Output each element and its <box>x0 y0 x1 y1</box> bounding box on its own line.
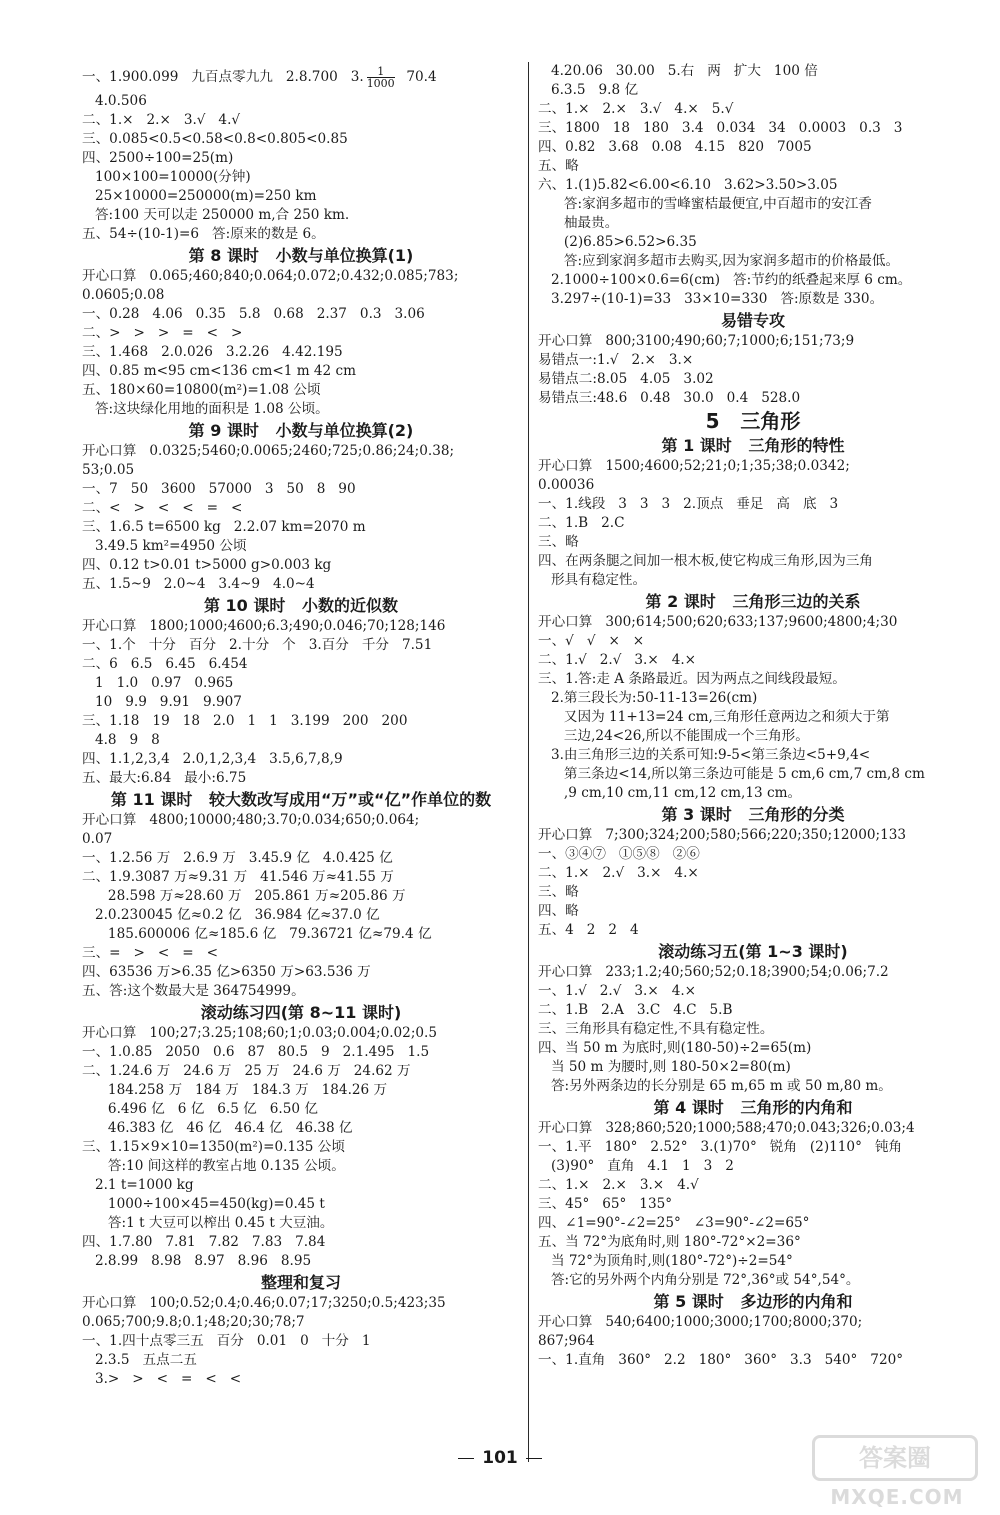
answer-line <box>538 457 968 476</box>
answer-text: 三、1800 18 180 3.4 0.034 34 0.0003 0.3 3 <box>538 120 903 136</box>
answer-text: 25×10000=250000(m)=250 km <box>82 188 317 204</box>
answer-text: 三、三角形具有稳定性,不具有稳定性。 <box>538 1021 774 1037</box>
answer-text: 开心口算 800;3100;490;60;7;1000;6;151;73;9 <box>538 333 855 349</box>
answer-line <box>82 1062 520 1081</box>
answer-line <box>82 944 520 963</box>
answer-line <box>538 1233 968 1252</box>
answer-text: 28.598 万≈28.60 万 205.861 万≈205.86 万 <box>82 888 406 904</box>
section-heading: 易错专攻 <box>720 311 785 330</box>
answer-line <box>82 225 520 244</box>
answer-text: 0.065;700;9.8;0.1;48;20;30;78;7 <box>82 1314 305 1330</box>
answer-line <box>538 963 968 982</box>
answer-line <box>82 1157 520 1176</box>
answer-text: 0.07 <box>82 831 113 847</box>
answer-line <box>82 575 520 594</box>
answer-line <box>82 381 520 400</box>
answer-text: 一、③④⑦ ①⑤⑧ ②⑥ <box>538 846 700 862</box>
answer-line <box>82 887 520 906</box>
answer-text: 五、答:这个数最大是 364754999。 <box>82 983 305 999</box>
answer-line <box>82 400 520 419</box>
answer-text: 一、1.0.85 2050 0.6 87 80.5 9 2.1.495 1.5 <box>82 1044 430 1060</box>
answer-line <box>538 233 968 252</box>
section-heading: 第 9 课时 小数与单位换算(2) <box>188 421 414 440</box>
answer-text: 867;964 <box>538 1333 595 1349</box>
section-heading: 滚动练习五(第 1~3 课时) <box>658 942 848 961</box>
answer-text: 一、1.线段 3 3 3 2.顶点 垂足 高 底 3 <box>538 496 839 512</box>
answer-text: 一、1.2.56 万 2.6.9 万 3.45.9 亿 4.0.425 亿 <box>82 850 393 866</box>
answer-text: 三、0.085<0.5<0.58<0.8<0.805<0.85 <box>82 131 348 147</box>
answer-text: 开心口算 328;860;520;1000;588;470;0.043;326;0.03;4 <box>538 1120 915 1136</box>
answer-line <box>538 1214 968 1233</box>
answer-line <box>82 130 520 149</box>
answer-text: 答:它的另外两个内角分别是 72°,36°或 54°,54°。 <box>538 1272 860 1288</box>
answer-text: 四、0.85 m<95 cm<136 cm<1 m 42 cm <box>82 363 357 379</box>
answer-line <box>538 1176 968 1195</box>
answer-line <box>538 100 968 119</box>
section-heading: 第 2 课时 三角形三边的关系 <box>645 592 861 611</box>
answer-text: 形具有稳定性。 <box>538 572 647 588</box>
fraction-numerator: 1 <box>367 66 395 78</box>
answer-line <box>538 1195 968 1214</box>
answer-line <box>82 849 520 868</box>
answer-text: 二、1.× 2.√ 3.× 4.× <box>538 865 699 881</box>
answer-text: 易错点三:48.6 0.48 30.0 0.4 528.0 <box>538 390 801 406</box>
answer-text: 二、1.24.6 万 24.6 万 25 万 24.6 万 24.62 万 <box>82 1063 411 1079</box>
answer-line <box>538 1332 968 1351</box>
answer-line <box>82 712 520 731</box>
answer-text: 2.3.5 五点二五 <box>82 1352 197 1368</box>
answer-line <box>538 195 968 214</box>
answer-line <box>538 1058 968 1077</box>
answer-line <box>82 461 520 480</box>
answer-text: 0.00036 <box>538 477 595 493</box>
answer-line <box>82 149 520 168</box>
answer-text: 一、1.平 180° 2.52° 3.(1)70° 锐角 (2)110° 钝角 <box>538 1139 903 1155</box>
answer-text: 五、4 2 2 4 <box>538 922 639 938</box>
answer-line <box>538 62 968 81</box>
answer-line <box>538 514 968 533</box>
answer-line <box>538 1039 968 1058</box>
answer-text: 五、180×60=10800(m²)=1.08 公顷 <box>82 382 321 398</box>
answer-text: 100×100=10000(分钟) <box>82 169 251 185</box>
answer-line <box>82 1176 520 1195</box>
answer-text: 2.0.230045 亿≈0.2 亿 36.984 亿≈37.0 亿 <box>82 907 380 923</box>
answer-line <box>538 651 968 670</box>
answer-line <box>82 769 520 788</box>
answer-line <box>82 963 520 982</box>
answer-text: 3.297÷(10-1)=33 33×10=330 答:原数是 330。 <box>538 291 884 307</box>
answer-line <box>538 476 968 495</box>
answer-line <box>538 632 968 651</box>
answer-line <box>82 286 520 305</box>
answer-text: 五、最大:6.84 最小:6.75 <box>82 770 247 786</box>
answer-text: 易错点一:1.√ 2.× 3.× <box>538 352 694 368</box>
answer-line <box>82 187 520 206</box>
answer-text: 开心口算 300;614;500;620;633;137;9600;4800;4;30 <box>538 614 898 630</box>
answer-line <box>538 982 968 1001</box>
answer-text: ,9 cm,10 cm,11 cm,12 cm,13 cm。 <box>538 785 802 801</box>
answer-text: 三、略 <box>538 534 579 550</box>
answer-text: 10 9.9 9.91 9.907 <box>82 694 242 710</box>
answer-line <box>82 1252 520 1271</box>
answer-text: 46.383 亿 46 亿 46.4 亿 46.38 亿 <box>82 1120 353 1136</box>
answer-text: 二、1.9.3087 万≈9.31 万 41.546 万≈41.55 万 <box>82 869 394 885</box>
answer-line <box>538 1252 968 1271</box>
answer-text: 1 1.0 0.97 0.965 <box>82 675 234 691</box>
answer-line <box>538 902 968 921</box>
answer-line <box>82 811 520 830</box>
answer-text: 二、1.× 2.× 3.√ 4.√ <box>82 112 241 128</box>
answer-text: 易错点二:8.05 4.05 3.02 <box>538 371 714 387</box>
answer-line <box>82 674 520 693</box>
answer-line <box>538 176 968 195</box>
answer-text: 开心口算 233;1.2;40;560;52;0.18;3900;54;0.06;7.2 <box>538 964 889 980</box>
answer-text: 2.第三段长为:50-11-13=26(cm) <box>538 690 758 706</box>
answer-line <box>82 830 520 849</box>
answer-text: 3.49.5 km²=4950 公顷 <box>82 538 247 554</box>
answer-line <box>82 1081 520 1100</box>
answer-text: 五、54÷(10-1)=6 答:原来的数是 6。 <box>82 226 325 242</box>
answer-line <box>82 343 520 362</box>
answer-line <box>82 556 520 575</box>
answer-line <box>82 111 520 130</box>
answer-line <box>538 214 968 233</box>
dash-right <box>526 1458 542 1459</box>
answer-text: 53;0.05 <box>82 462 135 478</box>
answer-line <box>538 119 968 138</box>
answer-line <box>82 1024 520 1043</box>
answer-line <box>538 826 968 845</box>
answer-line <box>82 362 520 381</box>
answer-line <box>538 1020 968 1039</box>
answer-line <box>82 1100 520 1119</box>
answer-line <box>82 693 520 712</box>
answer-line <box>538 845 968 864</box>
section-heading: 第 8 课时 小数与单位换算(1) <box>188 246 414 265</box>
answer-line <box>538 552 968 571</box>
answer-line <box>538 921 968 940</box>
answer-line <box>82 982 520 1001</box>
answer-line <box>82 324 520 343</box>
answer-text: 开心口算 1800;1000;4600;6.3;490;0.046;70;128;146 <box>82 618 446 634</box>
answer-line <box>82 1233 520 1252</box>
answer-text: 三、略 <box>538 884 579 900</box>
answer-line <box>82 1214 520 1233</box>
answer-line <box>538 689 968 708</box>
answer-line <box>538 571 968 590</box>
answer-text: 二、< > < < = < <box>82 500 243 516</box>
answer-text: 一、1.900.099 九百点零九九 2.8.700 3. <box>82 69 364 85</box>
section-heading: 滚动练习四(第 8~11 课时) <box>200 1003 402 1022</box>
answer-text: 2.8.99 8.98 8.97 8.96 8.95 <box>82 1253 312 1269</box>
answer-line <box>538 727 968 746</box>
answer-text-tail: 70.4 <box>397 69 437 85</box>
section-heading: 整理和复习 <box>260 1273 341 1292</box>
answer-text: 一、0.28 4.06 0.35 5.8 0.68 2.37 0.3 3.06 <box>82 306 425 322</box>
answer-text: 二、> > > = < > <box>82 325 243 341</box>
answer-line <box>82 1119 520 1138</box>
answer-text: 一、1.√ 2.√ 3.× 4.× <box>538 983 697 999</box>
answer-text: 6.496 亿 6 亿 6.5 亿 6.50 亿 <box>82 1101 318 1117</box>
answer-line <box>82 92 520 111</box>
answer-line <box>82 442 520 461</box>
page-number-text: 101 <box>482 1448 518 1468</box>
answer-text: 六、1.(1)5.82<6.00<6.10 3.62>3.50>3.05 <box>538 177 838 193</box>
answer-line <box>82 62 520 92</box>
answer-line <box>538 1077 968 1096</box>
answer-line <box>82 868 520 887</box>
answer-line <box>82 480 520 499</box>
answer-line <box>82 1332 520 1351</box>
answer-line <box>538 1271 968 1290</box>
answer-text: 五、当 72°为底角时,则 180°-72°×2=36° <box>538 1234 801 1250</box>
answer-text: 答:100 天可以走 250000 m,合 250 km. <box>82 207 350 223</box>
answer-text: (3)90° 直角 4.1 1 3 2 <box>538 1158 734 1174</box>
fraction <box>367 66 395 89</box>
answer-line <box>538 746 968 765</box>
answer-text: 四、1.1,2,3,4 2.0,1,2,3,4 3.5,6,7,8,9 <box>82 751 343 767</box>
answer-line <box>82 537 520 556</box>
answer-line <box>538 81 968 100</box>
answer-text: 185.600006 亿≈185.6 亿 79.36721 亿≈79.4 亿 <box>82 926 432 942</box>
answer-line <box>82 1313 520 1332</box>
answer-text: 184.258 万 184 万 184.3 万 184.26 万 <box>82 1082 388 1098</box>
answer-text: 一、1.四十点零三五 百分 0.01 0 十分 1 <box>82 1333 371 1349</box>
watermark-url: MXQE.COM <box>830 1485 964 1509</box>
answer-text: 二、6 6.5 6.45 6.454 <box>82 656 248 672</box>
answer-text: 答:应到家润多超市去购买,因为家润多超市的价格最低。 <box>538 253 900 269</box>
answer-line <box>538 1138 968 1157</box>
answer-line <box>82 617 520 636</box>
answer-line <box>538 670 968 689</box>
answer-text: 四、0.82 3.68 0.08 4.15 820 7005 <box>538 139 812 155</box>
answer-text: 四、略 <box>538 903 579 919</box>
answer-line <box>82 1370 520 1389</box>
answer-line <box>82 1138 520 1157</box>
answer-line <box>538 370 968 389</box>
answer-text: 2.1000÷100×0.6=6(cm) 答:节约的纸叠起来厚 6 cm。 <box>538 272 912 288</box>
answer-text: 三、45° 65° 135° <box>538 1196 673 1212</box>
answer-text: 3.> > < = < < <box>82 1371 242 1387</box>
answer-text: 一、√ √ × × <box>538 633 645 649</box>
answer-text: 答:这块绿化用地的面积是 1.08 公顷。 <box>82 401 329 417</box>
answer-line <box>538 1157 968 1176</box>
answer-line <box>538 883 968 902</box>
answer-text: 答:另外两条边的长分别是 65 m,65 m 或 50 m,80 m。 <box>538 1078 892 1094</box>
answer-text: 四、2500÷100=25(m) <box>82 150 234 166</box>
answer-text: 4.8 9 8 <box>82 732 160 748</box>
site-watermark <box>812 1435 982 1509</box>
answer-line <box>82 655 520 674</box>
answer-text: 开心口算 0.0325;5460;0.0065;2460;725;0.86;24;0.38; <box>82 443 455 459</box>
answer-text: 开心口算 7;300;324;200;580;566;220;350;12000;133 <box>538 827 907 843</box>
answer-line <box>82 1294 520 1313</box>
answer-line <box>538 864 968 883</box>
answer-text: 四、当 50 m 为底时,则(180-50)÷2=65(m) <box>538 1040 812 1056</box>
answer-line <box>538 332 968 351</box>
answer-line <box>538 784 968 803</box>
answer-line <box>82 168 520 187</box>
answer-line <box>82 1043 520 1062</box>
answer-text: 开心口算 4800;10000;480;3.70;0.034;650;0.064; <box>82 812 420 828</box>
answer-text: 3.由三角形三边的关系可知:9-5<第三条边<5+9,4< <box>538 747 871 763</box>
section-heading: 第 10 课时 小数的近似数 <box>203 596 399 615</box>
dash-left <box>458 1458 474 1459</box>
column-divider <box>528 62 529 1462</box>
answer-text: 2.1 t=1000 kg <box>82 1177 194 1193</box>
answer-text: 开心口算 540;6400;1000;3000;1700;8000;370; <box>538 1314 863 1330</box>
answer-line <box>82 518 520 537</box>
answer-text: 答:家润多超市的雪峰蜜桔最便宜,中百超市的安江香 <box>538 196 872 212</box>
chapter-title: 5 三角形 <box>705 409 801 433</box>
answer-line <box>82 731 520 750</box>
answer-line <box>82 636 520 655</box>
answer-line <box>538 1001 968 1020</box>
answer-text: 4.0.506 <box>82 93 147 109</box>
answer-line <box>82 305 520 324</box>
answer-text: 二、1.× 2.× 3.√ 4.× 5.√ <box>538 101 734 117</box>
answer-text: 四、在两条腿之间加一根木板,使它构成三角形,因为三角 <box>538 553 873 569</box>
answer-text: 1000÷100×45=450(kg)=0.45 t <box>82 1196 325 1212</box>
right-column <box>538 62 968 1370</box>
answer-text: 6.3.5 9.8 亿 <box>538 82 639 98</box>
answer-line <box>538 765 968 784</box>
answer-line <box>82 267 520 286</box>
answer-text: 四、1.7.80 7.81 7.82 7.83 7.84 <box>82 1234 326 1250</box>
answer-text: 三、1.15×9×10=1350(m²)=0.135 公顷 <box>82 1139 345 1155</box>
answer-line <box>82 206 520 225</box>
answer-text: 开心口算 1500;4600;52;21;0;1;35;38;0.0342; <box>538 458 850 474</box>
fraction-denominator: 1000 <box>366 77 395 90</box>
section-heading: 第 1 课时 三角形的特性 <box>661 436 845 455</box>
watermark-logo: 答案圈 <box>812 1435 978 1481</box>
answer-text: 当 50 m 为腰时,则 180-50×2=80(m) <box>538 1059 791 1075</box>
answer-text: 五、1.5~9 2.0~4 3.4~9 4.0~4 <box>82 576 315 592</box>
answer-line <box>538 533 968 552</box>
answer-line <box>82 925 520 944</box>
answer-line <box>82 499 520 518</box>
answer-text: 二、1.√ 2.√ 3.× 4.× <box>538 652 697 668</box>
answer-line <box>538 157 968 176</box>
answer-text: 二、1.B 2.A 3.C 4.C 5.B <box>538 1002 733 1018</box>
answer-line <box>82 1195 520 1214</box>
answer-text: 三边,24<26,所以不能围成一个三角形。 <box>538 728 809 744</box>
answer-text: 三、1.答:走 A 条路最近。因为两点之间线段最短。 <box>538 671 846 687</box>
answer-text: 当 72°为顶角时,则(180°-72°)÷2=54° <box>538 1253 793 1269</box>
answer-text: 一、1.直角 360° 2.2 180° 360° 3.3 540° 720° <box>538 1352 904 1368</box>
answer-text: (2)6.85>6.52>6.35 <box>538 234 697 250</box>
answer-line <box>538 613 968 632</box>
answer-line <box>538 1351 968 1370</box>
answer-line <box>538 271 968 290</box>
answer-text: 五、略 <box>538 158 579 174</box>
answer-text: 答:1 t 大豆可以榨出 0.45 t 大豆油。 <box>82 1215 334 1231</box>
answer-line <box>82 906 520 925</box>
section-heading: 第 5 课时 多边形的内角和 <box>653 1292 853 1311</box>
answer-line <box>538 290 968 309</box>
answer-line <box>538 1313 968 1332</box>
answer-text: 三、1.6.5 t=6500 kg 2.2.07 km=2070 m <box>82 519 366 535</box>
answer-text: 三、1.468 2.0.026 3.2.26 4.42.195 <box>82 344 343 360</box>
answer-text: 开心口算 0.065;460;840;0.064;0.072;0.432;0.085;783; <box>82 268 459 284</box>
answer-line <box>538 138 968 157</box>
answer-text: 答:10 间这样的教室占地 0.135 公顷。 <box>82 1158 345 1174</box>
answer-line <box>538 1119 968 1138</box>
section-heading: 第 3 课时 三角形的分类 <box>661 805 845 824</box>
answer-text: 一、1.个 十分 百分 2.十分 个 3.百分 千分 7.51 <box>82 637 433 653</box>
answer-text: 二、1.× 2.× 3.× 4.√ <box>538 1177 699 1193</box>
answer-text: 开心口算 100;27;3.25;108;60;1;0.03;0.004;0.02;0.5 <box>82 1025 438 1041</box>
section-heading: 第 4 课时 三角形的内角和 <box>653 1098 853 1117</box>
left-column <box>82 62 520 1389</box>
answer-text: 四、0.12 t>0.01 t>5000 g>0.003 kg <box>82 557 332 573</box>
answer-line <box>538 351 968 370</box>
answer-line <box>538 252 968 271</box>
answer-text: 又因为 11+13=24 cm,三角形任意两边之和须大于第 <box>538 709 890 725</box>
answer-text: 开心口算 100;0.52;0.4;0.46;0.07;17;3250;0.5;423;35 <box>82 1295 446 1311</box>
answer-text: 四、63536 万>6.35 亿>6350 万>63.536 万 <box>82 964 371 980</box>
answer-text: 0.0605;0.08 <box>82 287 165 303</box>
answer-line <box>82 1351 520 1370</box>
answer-line <box>538 708 968 727</box>
answer-line <box>82 750 520 769</box>
answer-text: 4.20.06 30.00 5.右 两 扩大 100 倍 <box>538 63 818 79</box>
answer-text: 柚最贵。 <box>538 215 619 231</box>
answer-text: 二、1.B 2.C <box>538 515 625 531</box>
answer-text: 三、1.18 19 18 2.0 1 1 3.199 200 200 <box>82 713 408 729</box>
answer-text: 第三条边<14,所以第三条边可能是 5 cm,6 cm,7 cm,8 cm <box>538 766 925 782</box>
answer-line <box>538 495 968 514</box>
answer-line <box>538 389 968 408</box>
answer-text: 四、∠1=90°-∠2=25° ∠3=90°-∠2=65° <box>538 1215 810 1231</box>
answer-text: 三、= > < = < <box>82 945 218 961</box>
answer-text: 一、7 50 3600 57000 3 50 8 90 <box>82 481 356 497</box>
section-heading: 第 11 课时 较大数改写成用“万”或“亿”作单位的数 <box>110 790 492 809</box>
